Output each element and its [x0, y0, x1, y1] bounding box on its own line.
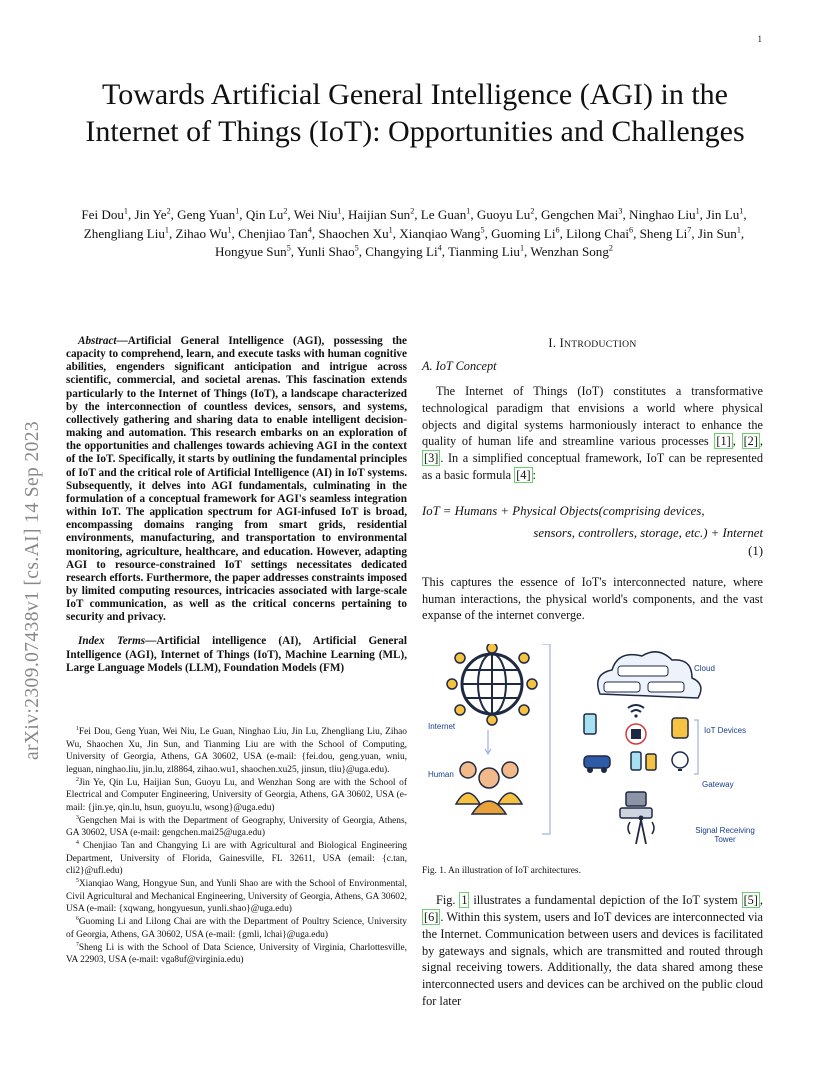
- figure-link[interactable]: 1: [461, 893, 468, 908]
- footnote: [66, 726, 407, 776]
- author-affiliation-mark: 4: [437, 243, 442, 253]
- figure-caption: Fig. 1. An illustration of IoT architectures.: [422, 866, 581, 877]
- author-affiliation-mark: 1: [388, 225, 393, 235]
- affiliation-footnotes: [66, 726, 407, 967]
- footnote-text: Xianqiao Wang, Hongyue Sun, and Yunli Shao are with the School of Environmental, Civil Agricultural and Mechanical Engineering, University of Georgia, Athens, GA 30602, USA (e-mail: {xqwang, hongyuesun, yunli.shao}@uga.edu): [66, 879, 407, 914]
- author-name: Shaochen Xu$^1$: [318, 225, 393, 241]
- footnote: [66, 840, 407, 878]
- formula-line-1: IoT = Humans + Physical Objects(comprising devices,: [422, 503, 705, 518]
- index-terms: [66, 635, 407, 674]
- author-name: Le Guan$^1$: [420, 206, 471, 222]
- author-name: Haijian Sun$^2$: [347, 206, 415, 222]
- author-name: Tianming Liu$^1$: [448, 243, 524, 260]
- author-list: Fei Dou$^1$, Jin Ye$^2$, Geng Yuan$^1$, Qin Lu$^2$, Wei Niu$^1$, Haijian Sun$^2$, Le Guan$^1$, Guoyu Lu$^2$, Gengchen Mai$^3$, Ninghao Liu$^1$, Jin Lu$^1$, Zhengliang Liu$^1$, Zihao Wu$^1$, Chenjiao Tan$^4$, Shaochen Xu$^1$, Xianqiao Wang$^5$, Guoming Li$^6$, Lilong Chai$^6$, Sheng Li$^7$, Jin Sun$^1$, Hongyue Sun$^5$, Yunli Shao$^5$, Changying Li$^4$, Tianming Liu$^1$, Wenzhan Song$^2$: [81, 206, 747, 260]
- footnote-text: Fei Dou, Geng Yuan, Wei Niu, Le Guan, Ninghao Liu, Jin Lu, Zhengliang Liu, Zihao Wu, Shaochen Xu, Jin Sun, and Tianming Liu are with the School of Computing, University of Georgia, Athens, GA 30602, USA (e-mail: {fei.dou, geng.yuan, wniu, leguan, ninghao.liu, jin.lu, zl8864, zihao.wu1, shaochen.xu25, jinsun, tliu}@uga.edu).: [66, 727, 407, 775]
- internet-label: Internet: [428, 722, 456, 732]
- author-affiliation-mark: 1: [739, 206, 744, 216]
- author-affiliation-mark: 2: [283, 206, 288, 216]
- footnote: [66, 878, 407, 916]
- footnote: [66, 815, 407, 840]
- footnote-mark: 2: [76, 776, 79, 783]
- author-name: Hongyue Sun$^5$: [215, 243, 291, 260]
- formula-line-2: sensors, controllers, storage, etc.) + Internet: [533, 525, 763, 540]
- author-name: Ninghao Liu$^1$: [629, 206, 700, 222]
- gateway-icon: [620, 792, 652, 818]
- equation-1: [422, 498, 763, 564]
- index-terms-text: —Artificial intelligence (AI), Artificial General Intelligence (AGI), Internet of Things (IoT), Machine Learning (ML), Large Language Models (LLM), Foundation Models (FM): [66, 635, 407, 674]
- footnote-mark: 6: [76, 915, 79, 922]
- author-affiliation-mark: 2: [166, 206, 171, 216]
- author-affiliation-mark: 1: [736, 225, 741, 235]
- wifi-icon: [628, 705, 644, 718]
- human-label: Human: [428, 770, 454, 780]
- subsection-heading: A. IoT Concept: [422, 359, 497, 373]
- footnote-mark: 7: [76, 941, 79, 948]
- abstract-label: Abstract: [78, 335, 117, 347]
- footnote-text: Sheng Li is with the School of Data Science, University of Virginia, Charlottesville, VA 22903, USA (e-mail: vga8uf@virginia.edu): [66, 942, 407, 965]
- author-name: Guoming Li$^6$: [491, 225, 560, 241]
- citation-link[interactable]: [6]: [424, 909, 439, 924]
- internet-globe-icon: [447, 644, 537, 725]
- author-affiliation-mark: 2: [530, 206, 535, 216]
- author-affiliation-mark: 1: [227, 225, 232, 235]
- author-affiliation-mark: 2: [410, 206, 415, 216]
- iot-devices-icons: [584, 714, 688, 773]
- index-terms-label: Index Terms: [78, 635, 146, 648]
- cloud-icon: [598, 652, 701, 698]
- equation-number: (1): [748, 543, 763, 558]
- left-column: [66, 335, 407, 675]
- author-affiliation-mark: 5: [354, 243, 359, 253]
- author-affiliation-mark: 5: [480, 225, 485, 235]
- author-name: Qin Lu$^2$: [245, 206, 288, 222]
- author-affiliation-mark: 7: [687, 225, 692, 235]
- footnote: [66, 942, 407, 967]
- footnote-text: Guoming Li and Lilong Chai are with the Department of Poultry Science, University of Georgia, Athens, GA 30602, USA (e-mail: {gmli, lchai}@uga.edu): [66, 917, 407, 940]
- cloud-label: Cloud: [694, 664, 715, 674]
- author-name: Jin Lu$^1$: [706, 206, 744, 222]
- author-name: Changying Li$^4$: [365, 243, 442, 260]
- right-column: [422, 335, 763, 1010]
- paper-title: Towards Artificial General Intelligence (AGI) in the Internet of Things (IoT): Opportunities and Challenges: [85, 78, 745, 148]
- author-name: Xianqiao Wang$^5$: [399, 225, 485, 241]
- footnote-mark: 5: [76, 877, 79, 884]
- author-name: Jin Ye$^2$: [134, 206, 171, 222]
- author-name: Wenzhan Song$^2$: [530, 243, 613, 260]
- footnote-mark: 4: [76, 839, 79, 846]
- gateway-label: Gateway: [702, 780, 734, 790]
- arxiv-stamp: [22, 300, 50, 760]
- abstract: [66, 335, 407, 624]
- author-name: Zhengliang Liu$^1$: [83, 225, 169, 241]
- citation-link[interactable]: [4]: [516, 467, 531, 482]
- author-affiliation-mark: 1: [123, 206, 128, 216]
- author-name: Fei Dou$^1$: [81, 206, 128, 222]
- author-affiliation-mark: 6: [555, 225, 560, 235]
- abstract-text: —Artificial General Intelligence (AGI), possessing the capacity to comprehend, learn, and execute tasks with human cognitive abilities, engenders significant anticipation and intrigue across scientific, commercial, and societal arenas. This fascination extends particularly to the Internet of Things (IoT), a landscape characterized by the interconnection of countless devices, sensors, and systems, collectively gathering and sharing data to enable intelligent decision-making and automation. This research embarks on an exploration of the opportunities and challenges towards achieving AGI in the context of the IoT. Specifically, it starts by outlining the fundamental principles of IoT and the critical role of Artificial Intelligence (AI) in IoT systems. Subsequently, it delves into AGI fundamentals, culminating in the formulation of a conceptual framework for AGI's seamless integration within IoT. The application spectrum for AGI-infused IoT is broad, encompassing domains ranging from smart grids, residential environments, manufacturing, and transportation to environmental monitoring, agriculture, healthcare, and education. However, adapting AGI to resource-constrained IoT settings necessitates dedicated research efforts. Furthermore, the paper addresses constraints imposed by limited computing resources, intricacies associated with large-scale IoT communication, as well as the critical concerns pertaining to security and privacy.: [66, 335, 407, 624]
- citation-link[interactable]: [1]: [716, 434, 731, 449]
- paragraph-iot-essence: This captures the essence of IoT's interconnected nature, where human interactions, the physical world's components, and the vast expanse of the internet converge.: [422, 574, 763, 623]
- author-affiliation-mark: 1: [466, 206, 471, 216]
- author-affiliation-mark: 1: [337, 206, 342, 216]
- citation-link[interactable]: [2]: [743, 434, 758, 449]
- author-affiliation-mark: 2: [608, 243, 613, 253]
- author-affiliation-mark: 6: [629, 225, 634, 235]
- author-affiliation-mark: 1: [519, 243, 524, 253]
- author-name: Chenjiao Tan$^4$: [238, 225, 312, 241]
- author-name: Wei Niu$^1$: [293, 206, 342, 222]
- footnote: [66, 916, 407, 941]
- paragraph-iot-system: Fig. 1 illustrates a fundamental depiction of the IoT system [5] , [6] . Within this system, users and IoT devices are interconnected via the Internet. Communication between users and devices is facilitated by gateways and signals, which are transmitted and routed through signal receiving towers. Additionally, the data shared among these interconnected users and devices can be archived on the public cloud for later: [422, 893, 763, 1008]
- arxiv-stamp-text: arXiv:2309.07438v1 [cs.AI] 14 Sep 2023: [22, 420, 43, 760]
- author-name: Lilong Chai$^6$: [566, 225, 634, 241]
- signal-tower-icon: [628, 816, 654, 845]
- author-affiliation-mark: 1: [164, 225, 169, 235]
- citation-link[interactable]: [5]: [743, 893, 758, 908]
- author-affiliation-mark: 1: [235, 206, 240, 216]
- footnote-text: Chenjiao Tan and Changying Li are with Agricultural and Biological Engineering Department, University of Florida, Gainesville, FL 32611, USA (email: {c.tan, cli2}@ufl.edu): [66, 841, 407, 876]
- author-name: Yunli Shao$^5$: [296, 243, 359, 260]
- author-affiliation-mark: 3: [618, 206, 623, 216]
- footnote-text: Jin Ye, Qin Lu, Haijian Sun, Guoyu Lu, and Wenzhan Song are with the School of Electrical and Computer Engineering, University of Georgia, Athens, GA 30602, USA (e-mail: {jin.ye, qin.lu, hsun, guoyu.lu, wsong}@uga.edu): [66, 777, 407, 813]
- author-name: Guoyu Lu$^2$: [476, 206, 535, 222]
- human-group-icon: [456, 762, 522, 814]
- footnote-text: Gengchen Mai is with the Department of Geography, University of Georgia, Athens, GA 30602, USA (e-mail: gengchen.mai25@uga.edu): [66, 815, 407, 838]
- paragraph-iot-intro: The Internet of Things (IoT) constitutes a transformative technological paradigm that envisions a world where physical objects and digital systems harmoniously interact to enhance the quality of human life and streamline various processes [1] , [2] , [3] . In a simplified conceptual framework, IoT can be represented as a basic formula [4] :: [422, 384, 763, 482]
- author-name: Gengchen Mai$^3$: [540, 206, 623, 222]
- footnote-mark: 3: [76, 814, 79, 821]
- author-name: Geng Yuan$^1$: [177, 206, 240, 222]
- author-name: Jin Sun$^1$: [697, 225, 741, 241]
- page-number: 1: [757, 34, 762, 44]
- footnote-mark: 1: [76, 725, 79, 732]
- signal-tower-label: Signal Receiving Tower: [695, 826, 755, 845]
- author-affiliation-mark: 1: [695, 206, 700, 216]
- iot-devices-label: IoT Devices: [704, 726, 747, 736]
- author-name: Zihao Wu$^1$: [175, 225, 232, 241]
- citation-link[interactable]: [3]: [424, 451, 439, 466]
- author-affiliation-mark: 5: [286, 243, 291, 253]
- footnote: [66, 777, 407, 815]
- author-name: Sheng Li$^7$: [639, 225, 692, 241]
- iot-architecture-diagram: [422, 644, 763, 844]
- author-affiliation-mark: 4: [307, 225, 312, 235]
- iot-architecture-figure: [422, 644, 763, 844]
- section-heading: I. INTRODUCTION: [548, 336, 637, 350]
